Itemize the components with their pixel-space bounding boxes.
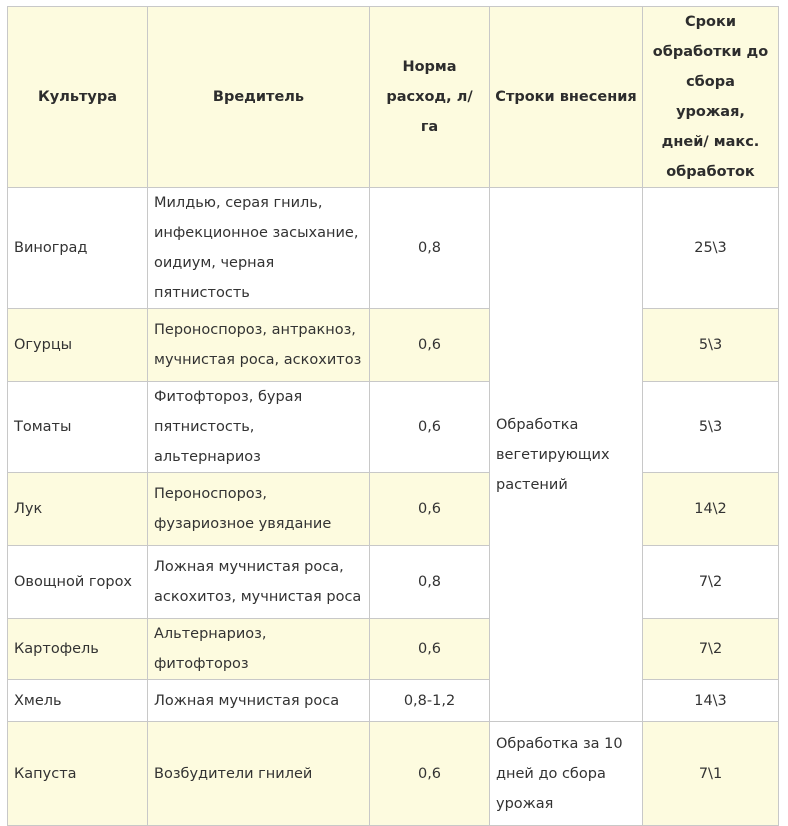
cell-terms: 7\1 bbox=[643, 722, 779, 826]
cell-culture: Картофель bbox=[8, 619, 148, 680]
table-row bbox=[8, 309, 779, 382]
cell-pest: Альтернариоз, фитофтороз bbox=[148, 619, 370, 680]
cell-culture: Овощной горох bbox=[8, 546, 148, 619]
table-row bbox=[8, 619, 779, 680]
cell-pest: Пероноспороз, антракноз, мучнистая роса, аскохитоз bbox=[148, 309, 370, 382]
cell-pest: Возбудители гнилей bbox=[148, 722, 370, 826]
cell-rate: 0,6 bbox=[370, 309, 490, 382]
cell-timing-merged: Обработка вегетирующих растений bbox=[490, 188, 643, 722]
table-row bbox=[8, 188, 779, 309]
cell-rate: 0,8 bbox=[370, 188, 490, 309]
cell-rate: 0,8-1,2 bbox=[370, 680, 490, 722]
header-pest: Вредитель bbox=[148, 7, 370, 188]
cell-culture: Хмель bbox=[8, 680, 148, 722]
header-rate: Норма расход, л/га bbox=[370, 7, 490, 188]
cell-rate: 0,6 bbox=[370, 619, 490, 680]
cell-pest: Ложная мучнистая роса, аскохитоз, мучнистая роса bbox=[148, 546, 370, 619]
cell-pest: Пероноспороз, фузариозное увядание bbox=[148, 473, 370, 546]
pesticide-table bbox=[7, 6, 779, 826]
cell-rate: 0,6 bbox=[370, 722, 490, 826]
cell-terms: 7\2 bbox=[643, 619, 779, 680]
cell-timing-last: Обработка за 10 дней до сбора урожая bbox=[490, 722, 643, 826]
cell-pest: Фитофтороз, бурая пятнистость, альтернариоз bbox=[148, 382, 370, 473]
cell-rate: 0,6 bbox=[370, 473, 490, 546]
header-row bbox=[8, 7, 779, 188]
cell-rate: 0,8 bbox=[370, 546, 490, 619]
table-row bbox=[8, 473, 779, 546]
cell-culture: Томаты bbox=[8, 382, 148, 473]
cell-terms: 14\3 bbox=[643, 680, 779, 722]
table-row bbox=[8, 722, 779, 826]
cell-terms: 5\3 bbox=[643, 382, 779, 473]
cell-culture: Огурцы bbox=[8, 309, 148, 382]
cell-pest: Ложная мучнистая роса bbox=[148, 680, 370, 722]
cell-terms: 25\3 bbox=[643, 188, 779, 309]
cell-culture: Лук bbox=[8, 473, 148, 546]
header-timing: Строки внесения bbox=[490, 7, 643, 188]
cell-terms: 7\2 bbox=[643, 546, 779, 619]
cell-terms: 14\2 bbox=[643, 473, 779, 546]
header-terms: Сроки обработки до сбора урожая, дней/ макс. обработок bbox=[643, 7, 779, 188]
cell-culture: Виноград bbox=[8, 188, 148, 309]
cell-pest: Милдью, серая гниль, инфекционное засыхание, оидиум, черная пятнистость bbox=[148, 188, 370, 309]
table-row bbox=[8, 546, 779, 619]
cell-culture: Капуста bbox=[8, 722, 148, 826]
cell-rate: 0,6 bbox=[370, 382, 490, 473]
table-row bbox=[8, 680, 779, 722]
header-culture: Культура bbox=[8, 7, 148, 188]
cell-terms: 5\3 bbox=[643, 309, 779, 382]
table-row bbox=[8, 382, 779, 473]
